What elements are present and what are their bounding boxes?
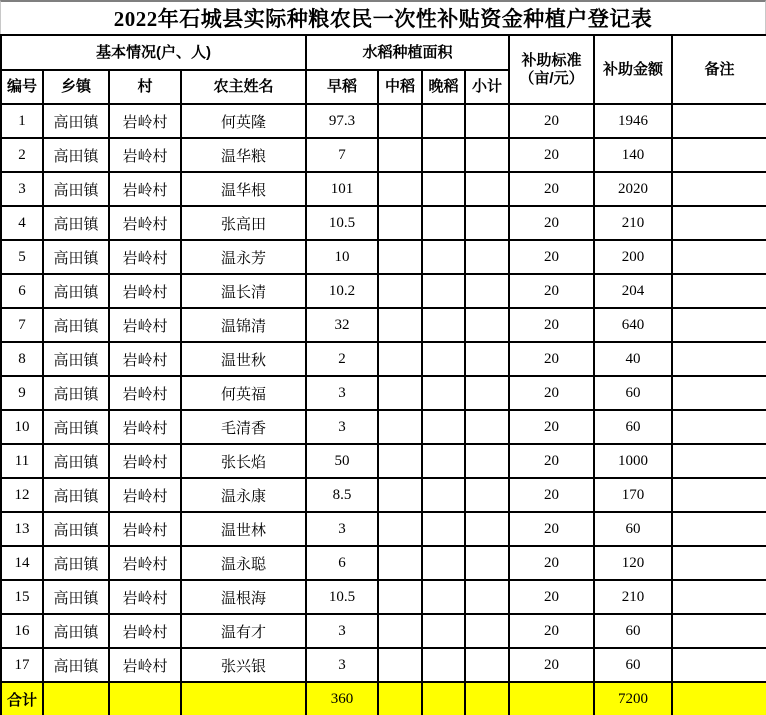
cell-late-rice	[422, 376, 465, 410]
total-cell-early-rice: 360	[306, 682, 378, 715]
cell-note	[672, 308, 766, 342]
cell-standard: 20	[509, 342, 594, 376]
cell-town: 高田镇	[43, 274, 109, 308]
cell-amount: 120	[594, 546, 672, 580]
total-cell-late-rice	[422, 682, 465, 715]
table-row	[1, 206, 766, 240]
cell-subtotal	[465, 512, 509, 546]
cell-note	[672, 376, 766, 410]
cell-standard: 20	[509, 614, 594, 648]
table-row	[1, 138, 766, 172]
cell-amount: 60	[594, 376, 672, 410]
cell-early-rice: 3	[306, 648, 378, 682]
table-row	[1, 342, 766, 376]
table-row	[1, 274, 766, 308]
cell-early-rice: 3	[306, 410, 378, 444]
cell-late-rice	[422, 206, 465, 240]
cell-amount: 2020	[594, 172, 672, 206]
cell-subtotal	[465, 648, 509, 682]
cell-standard: 20	[509, 546, 594, 580]
cell-town: 高田镇	[43, 172, 109, 206]
cell-amount: 60	[594, 614, 672, 648]
cell-village: 岩岭村	[109, 206, 181, 240]
cell-village: 岩岭村	[109, 104, 181, 138]
cell-town: 高田镇	[43, 648, 109, 682]
cell-note	[672, 614, 766, 648]
cell-amount: 170	[594, 478, 672, 512]
cell-subtotal	[465, 478, 509, 512]
cell-early-rice: 3	[306, 376, 378, 410]
header-id: 编号	[1, 70, 43, 104]
cell-town: 高田镇	[43, 308, 109, 342]
cell-id: 6	[1, 274, 43, 308]
cell-standard: 20	[509, 308, 594, 342]
cell-id: 7	[1, 308, 43, 342]
cell-mid-rice	[378, 104, 422, 138]
cell-amount: 1000	[594, 444, 672, 478]
cell-late-rice	[422, 410, 465, 444]
cell-owner-name: 温华粮	[181, 138, 306, 172]
cell-early-rice: 50	[306, 444, 378, 478]
cell-mid-rice	[378, 546, 422, 580]
cell-town: 高田镇	[43, 376, 109, 410]
header-village: 村	[109, 70, 181, 104]
cell-id: 14	[1, 546, 43, 580]
cell-mid-rice	[378, 580, 422, 614]
cell-owner-name: 温永康	[181, 478, 306, 512]
table-body	[1, 104, 766, 715]
total-cell-town	[43, 682, 109, 715]
cell-mid-rice	[378, 206, 422, 240]
table-row	[1, 172, 766, 206]
cell-early-rice: 7	[306, 138, 378, 172]
header-note: 备注	[672, 35, 766, 104]
cell-village: 岩岭村	[109, 614, 181, 648]
cell-id: 8	[1, 342, 43, 376]
cell-owner-name: 温长清	[181, 274, 306, 308]
cell-owner-name: 温有才	[181, 614, 306, 648]
cell-subtotal	[465, 410, 509, 444]
cell-subtotal	[465, 308, 509, 342]
cell-note	[672, 444, 766, 478]
table-row	[1, 648, 766, 682]
table-row	[1, 308, 766, 342]
table-row	[1, 614, 766, 648]
cell-village: 岩岭村	[109, 376, 181, 410]
cell-mid-rice	[378, 376, 422, 410]
cell-id: 12	[1, 478, 43, 512]
table-row	[1, 104, 766, 138]
cell-late-rice	[422, 172, 465, 206]
header-subtotal: 小计	[465, 70, 509, 104]
table-row	[1, 376, 766, 410]
header-group-basic-info: 基本情况(户、人)	[1, 35, 306, 70]
cell-owner-name: 温世秋	[181, 342, 306, 376]
cell-village: 岩岭村	[109, 342, 181, 376]
cell-early-rice: 10.5	[306, 206, 378, 240]
cell-owner-name: 何英隆	[181, 104, 306, 138]
cell-amount: 60	[594, 648, 672, 682]
cell-owner-name: 温根海	[181, 580, 306, 614]
cell-id: 11	[1, 444, 43, 478]
cell-early-rice: 10.2	[306, 274, 378, 308]
cell-early-rice: 3	[306, 512, 378, 546]
cell-late-rice	[422, 308, 465, 342]
total-cell-village	[109, 682, 181, 715]
cell-note	[672, 138, 766, 172]
table-header	[1, 35, 766, 104]
table-row	[1, 410, 766, 444]
cell-standard: 20	[509, 206, 594, 240]
subsidy-standard-line1: 补助标准	[521, 51, 582, 69]
cell-subtotal	[465, 104, 509, 138]
total-cell-standard	[509, 682, 594, 715]
cell-subtotal	[465, 206, 509, 240]
cell-subtotal	[465, 444, 509, 478]
total-cell-subtotal	[465, 682, 509, 715]
cell-town: 高田镇	[43, 206, 109, 240]
cell-village: 岩岭村	[109, 512, 181, 546]
cell-late-rice	[422, 648, 465, 682]
total-cell-amount: 7200	[594, 682, 672, 715]
cell-amount: 140	[594, 138, 672, 172]
cell-amount: 210	[594, 580, 672, 614]
cell-standard: 20	[509, 512, 594, 546]
cell-note	[672, 240, 766, 274]
cell-mid-rice	[378, 342, 422, 376]
cell-note	[672, 648, 766, 682]
cell-village: 岩岭村	[109, 138, 181, 172]
cell-subtotal	[465, 172, 509, 206]
cell-amount: 1946	[594, 104, 672, 138]
table-row	[1, 546, 766, 580]
cell-late-rice	[422, 478, 465, 512]
cell-early-rice: 10.5	[306, 580, 378, 614]
cell-standard: 20	[509, 444, 594, 478]
cell-late-rice	[422, 614, 465, 648]
total-cell-id: 合计	[1, 682, 43, 715]
cell-late-rice	[422, 240, 465, 274]
header-town: 乡镇	[43, 70, 109, 104]
cell-owner-name: 张高田	[181, 206, 306, 240]
cell-late-rice	[422, 342, 465, 376]
header-late-rice: 晚稻	[422, 70, 465, 104]
page-title: 2022年石城县实际种粮农民一次性补贴资金种植户登记表	[0, 0, 766, 34]
cell-village: 岩岭村	[109, 580, 181, 614]
cell-early-rice: 3	[306, 614, 378, 648]
cell-id: 4	[1, 206, 43, 240]
cell-early-rice: 8.5	[306, 478, 378, 512]
cell-id: 17	[1, 648, 43, 682]
cell-standard: 20	[509, 410, 594, 444]
cell-note	[672, 104, 766, 138]
header-owner-name: 农主姓名	[181, 70, 306, 104]
cell-subtotal	[465, 138, 509, 172]
cell-early-rice: 101	[306, 172, 378, 206]
cell-owner-name: 张长焰	[181, 444, 306, 478]
header-group-row	[1, 35, 766, 70]
total-row	[1, 682, 766, 715]
cell-id: 9	[1, 376, 43, 410]
cell-standard: 20	[509, 478, 594, 512]
cell-late-rice	[422, 444, 465, 478]
subsidy-standard-line2: （亩/元）	[519, 69, 584, 87]
cell-town: 高田镇	[43, 104, 109, 138]
cell-standard: 20	[509, 138, 594, 172]
cell-village: 岩岭村	[109, 308, 181, 342]
cell-subtotal	[465, 580, 509, 614]
cell-owner-name: 毛清香	[181, 410, 306, 444]
cell-mid-rice	[378, 478, 422, 512]
cell-owner-name: 何英福	[181, 376, 306, 410]
table-row	[1, 512, 766, 546]
cell-owner-name: 温锦清	[181, 308, 306, 342]
cell-mid-rice	[378, 410, 422, 444]
cell-late-rice	[422, 546, 465, 580]
cell-standard: 20	[509, 376, 594, 410]
header-group-rice-area: 水稻种植面积	[306, 35, 509, 70]
cell-mid-rice	[378, 444, 422, 478]
cell-standard: 20	[509, 172, 594, 206]
cell-mid-rice	[378, 172, 422, 206]
cell-village: 岩岭村	[109, 648, 181, 682]
cell-early-rice: 6	[306, 546, 378, 580]
cell-mid-rice	[378, 138, 422, 172]
cell-standard: 20	[509, 240, 594, 274]
cell-early-rice: 97.3	[306, 104, 378, 138]
cell-village: 岩岭村	[109, 410, 181, 444]
header-mid-rice: 中稻	[378, 70, 422, 104]
cell-subtotal	[465, 240, 509, 274]
cell-id: 13	[1, 512, 43, 546]
cell-mid-rice	[378, 240, 422, 274]
cell-town: 高田镇	[43, 410, 109, 444]
total-cell-note	[672, 682, 766, 715]
cell-id: 15	[1, 580, 43, 614]
cell-mid-rice	[378, 274, 422, 308]
cell-note	[672, 206, 766, 240]
cell-id: 16	[1, 614, 43, 648]
cell-subtotal	[465, 274, 509, 308]
cell-village: 岩岭村	[109, 274, 181, 308]
cell-early-rice: 10	[306, 240, 378, 274]
table-row	[1, 478, 766, 512]
cell-late-rice	[422, 138, 465, 172]
cell-amount: 40	[594, 342, 672, 376]
cell-village: 岩岭村	[109, 478, 181, 512]
cell-early-rice: 2	[306, 342, 378, 376]
cell-amount: 60	[594, 410, 672, 444]
cell-amount: 640	[594, 308, 672, 342]
table-row	[1, 240, 766, 274]
cell-subtotal	[465, 614, 509, 648]
table-row	[1, 444, 766, 478]
cell-note	[672, 580, 766, 614]
cell-late-rice	[422, 580, 465, 614]
cell-standard: 20	[509, 580, 594, 614]
cell-town: 高田镇	[43, 240, 109, 274]
cell-late-rice	[422, 512, 465, 546]
cell-village: 岩岭村	[109, 444, 181, 478]
cell-standard: 20	[509, 104, 594, 138]
cell-note	[672, 342, 766, 376]
cell-town: 高田镇	[43, 614, 109, 648]
cell-town: 高田镇	[43, 580, 109, 614]
cell-owner-name: 温华根	[181, 172, 306, 206]
cell-id: 3	[1, 172, 43, 206]
cell-id: 5	[1, 240, 43, 274]
cell-mid-rice	[378, 614, 422, 648]
cell-owner-name: 温世林	[181, 512, 306, 546]
cell-subtotal	[465, 376, 509, 410]
table-row	[1, 580, 766, 614]
cell-owner-name: 温永聪	[181, 546, 306, 580]
cell-id: 1	[1, 104, 43, 138]
cell-late-rice	[422, 274, 465, 308]
cell-mid-rice	[378, 512, 422, 546]
cell-note	[672, 512, 766, 546]
cell-amount: 210	[594, 206, 672, 240]
cell-note	[672, 410, 766, 444]
header-early-rice: 早稻	[306, 70, 378, 104]
cell-village: 岩岭村	[109, 240, 181, 274]
cell-amount: 200	[594, 240, 672, 274]
total-cell-mid-rice	[378, 682, 422, 715]
cell-note	[672, 274, 766, 308]
cell-town: 高田镇	[43, 478, 109, 512]
cell-standard: 20	[509, 274, 594, 308]
cell-mid-rice	[378, 648, 422, 682]
cell-late-rice	[422, 104, 465, 138]
subsidy-table	[0, 34, 766, 715]
cell-village: 岩岭村	[109, 172, 181, 206]
cell-note	[672, 546, 766, 580]
cell-subtotal	[465, 546, 509, 580]
cell-village: 岩岭村	[109, 546, 181, 580]
cell-owner-name: 张兴银	[181, 648, 306, 682]
header-subsidy-standard	[509, 35, 594, 104]
cell-note	[672, 172, 766, 206]
cell-town: 高田镇	[43, 512, 109, 546]
cell-town: 高田镇	[43, 444, 109, 478]
cell-id: 2	[1, 138, 43, 172]
cell-owner-name: 温永芳	[181, 240, 306, 274]
cell-early-rice: 32	[306, 308, 378, 342]
cell-town: 高田镇	[43, 138, 109, 172]
cell-subtotal	[465, 342, 509, 376]
cell-town: 高田镇	[43, 546, 109, 580]
cell-amount: 60	[594, 512, 672, 546]
cell-mid-rice	[378, 308, 422, 342]
cell-standard: 20	[509, 648, 594, 682]
cell-town: 高田镇	[43, 342, 109, 376]
cell-amount: 204	[594, 274, 672, 308]
total-cell-owner-name	[181, 682, 306, 715]
header-subsidy-amount: 补助金额	[594, 35, 672, 104]
cell-note	[672, 478, 766, 512]
cell-id: 10	[1, 410, 43, 444]
